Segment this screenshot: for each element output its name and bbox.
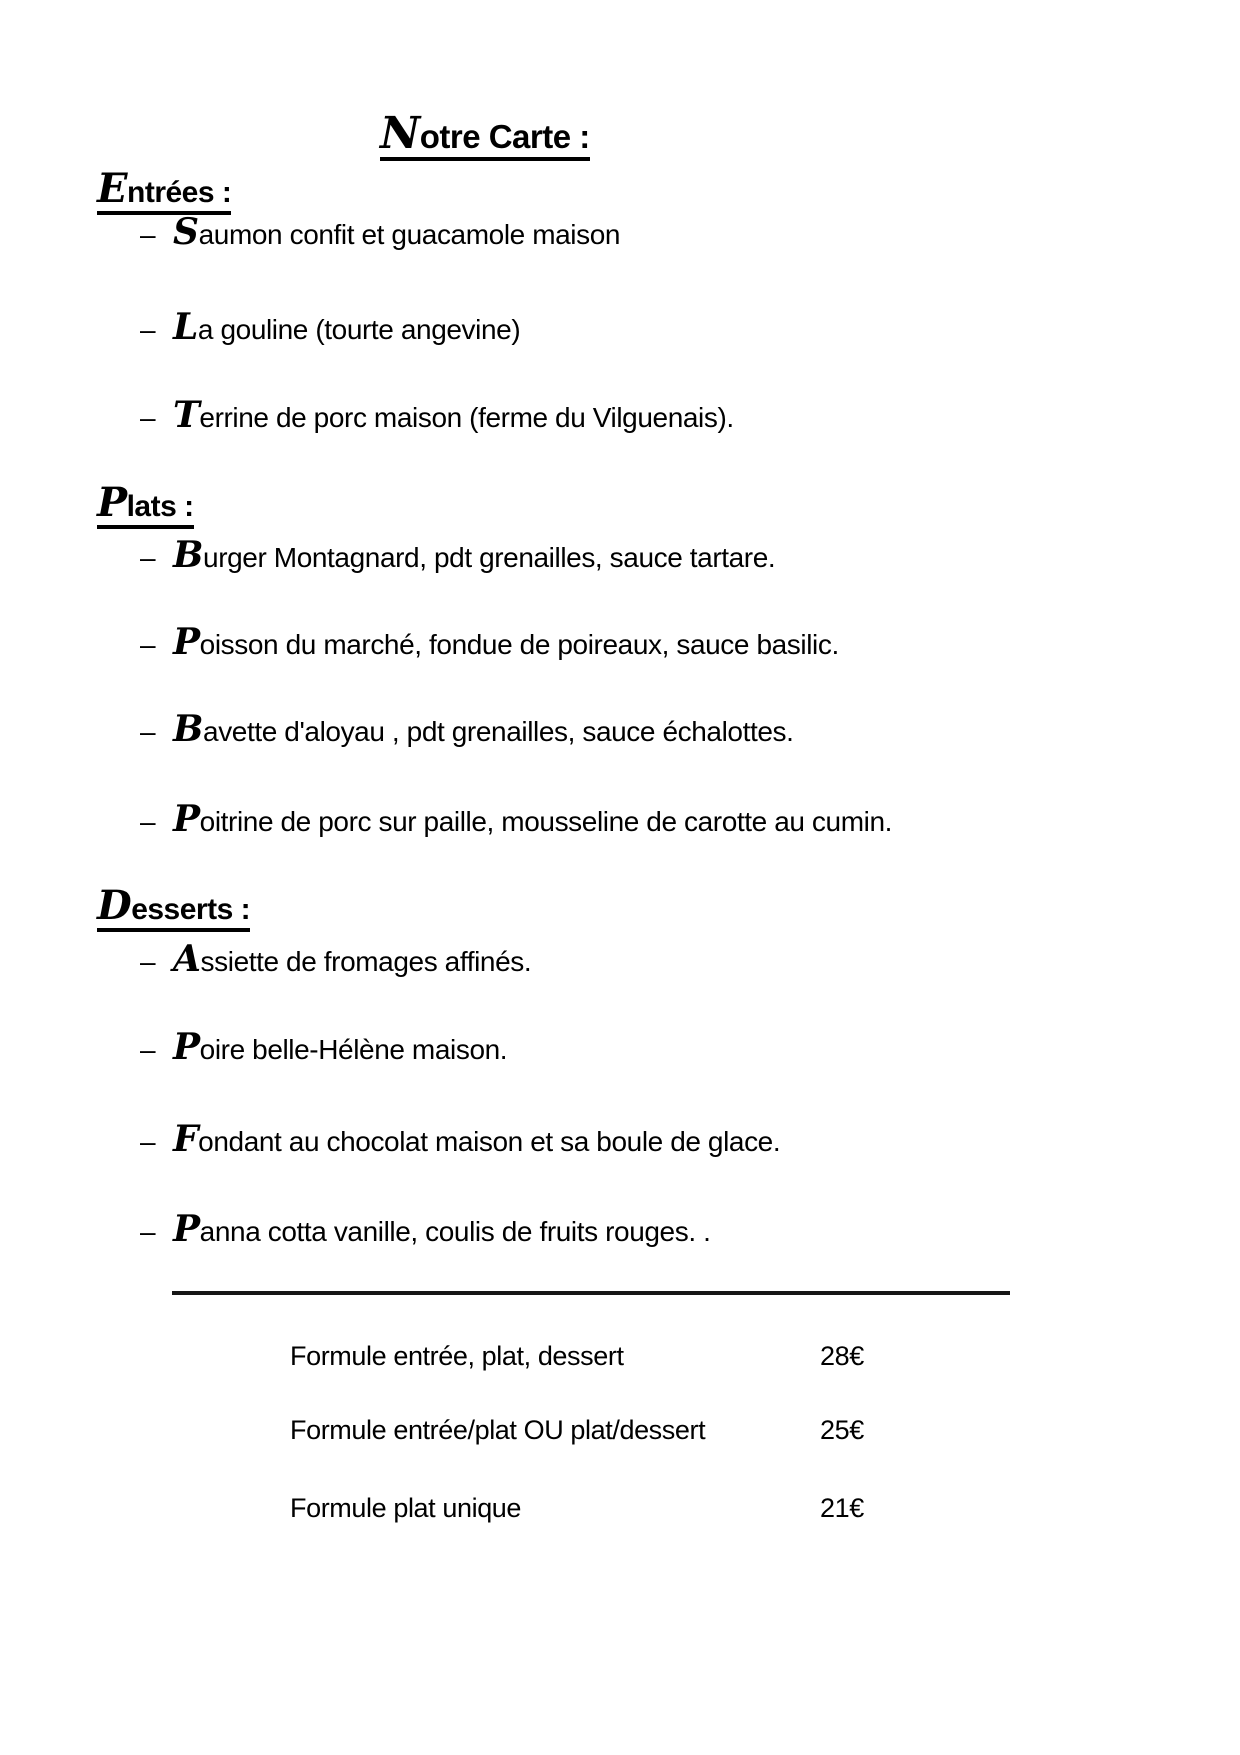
section-heading-desserts bbox=[97, 882, 251, 932]
menu-item-initial: P bbox=[173, 1208, 200, 1250]
menu-item-text bbox=[173, 306, 521, 348]
bullet-dash: – bbox=[140, 629, 156, 660]
bullet-dash: – bbox=[140, 219, 156, 250]
menu-item-rest: oisson du marché, fondue de poireaux, sauce basilic. bbox=[199, 629, 839, 660]
menu-item-rest: errine de porc maison (ferme du Vilguenais). bbox=[199, 402, 734, 433]
menu-item-initial: S bbox=[173, 211, 199, 253]
formula-price: 25€ bbox=[820, 1415, 864, 1445]
title-rest: otre Carte : bbox=[419, 118, 590, 155]
divider-line bbox=[172, 1291, 1010, 1295]
menu-item-text bbox=[173, 1118, 781, 1160]
menu-item-text bbox=[173, 621, 839, 663]
bullet-dash: – bbox=[140, 1034, 156, 1065]
menu-item-initial: B bbox=[173, 534, 204, 576]
bullet-dash: – bbox=[140, 1126, 156, 1157]
menu-item bbox=[140, 938, 532, 980]
menu-item-initial: L bbox=[173, 306, 198, 348]
menu-item-rest: a gouline (tourte angevine) bbox=[197, 314, 521, 345]
menu-item bbox=[140, 534, 776, 576]
bullet-dash: – bbox=[140, 946, 156, 977]
formula-row bbox=[290, 1341, 950, 1372]
section-heading-entrees bbox=[97, 165, 232, 215]
menu-item bbox=[140, 211, 621, 253]
bullet-dash: – bbox=[140, 542, 156, 573]
bullet-dash: – bbox=[140, 314, 156, 345]
formula-row bbox=[290, 1415, 950, 1446]
section-rest: esserts : bbox=[131, 893, 251, 926]
section-rest: ntrées : bbox=[127, 176, 232, 209]
menu-item-rest: oitrine de porc sur paille, mousseline de carotte au cumin. bbox=[199, 806, 892, 837]
menu-item-text bbox=[173, 1208, 711, 1250]
menu-item-rest: ondant au chocolat maison et sa boule de glace. bbox=[198, 1126, 781, 1157]
bullet-dash: – bbox=[140, 402, 156, 433]
menu-item-text bbox=[173, 708, 794, 750]
section-initial: P bbox=[97, 479, 127, 526]
menu-item-rest: urger Montagnard, pdt grenailles, sauce tartare. bbox=[203, 542, 776, 573]
menu-item-rest: oire belle-Hélène maison. bbox=[199, 1034, 508, 1065]
menu-item-text bbox=[173, 938, 532, 980]
menu-item-initial: B bbox=[173, 708, 204, 750]
menu-item-text bbox=[173, 394, 734, 436]
menu-item-initial: P bbox=[173, 798, 200, 840]
section-rest: lats : bbox=[126, 490, 194, 523]
bullet-dash: – bbox=[140, 716, 156, 747]
menu-item-text bbox=[173, 534, 776, 576]
title-initial: N bbox=[380, 108, 420, 159]
formula-label: Formule plat unique bbox=[290, 1493, 522, 1523]
menu-item-rest: ssiette de fromages affinés. bbox=[200, 946, 532, 977]
menu-item bbox=[140, 621, 839, 663]
menu-item bbox=[140, 708, 794, 750]
menu-item bbox=[140, 1118, 781, 1160]
menu-item-text bbox=[173, 798, 892, 840]
section-initial: D bbox=[97, 882, 132, 929]
page-title bbox=[380, 108, 590, 161]
bullet-dash: – bbox=[140, 1216, 156, 1247]
menu-item-initial: F bbox=[173, 1118, 199, 1160]
menu-item-rest: aumon confit et guacamole maison bbox=[198, 219, 621, 250]
formula-price: 21€ bbox=[820, 1493, 864, 1523]
menu-item-rest: anna cotta vanille, coulis de fruits rouges. . bbox=[199, 1216, 711, 1247]
formula-label: Formule entrée, plat, dessert bbox=[290, 1341, 624, 1371]
menu-item bbox=[140, 798, 892, 840]
menu-item-initial: A bbox=[173, 938, 201, 980]
bullet-dash: – bbox=[140, 806, 156, 837]
formula-label: Formule entrée/plat OU plat/dessert bbox=[290, 1415, 706, 1445]
section-initial: E bbox=[97, 165, 127, 212]
formula-row bbox=[290, 1493, 950, 1524]
menu-item-text bbox=[173, 211, 621, 253]
menu-item bbox=[140, 394, 734, 436]
formula-price: 28€ bbox=[820, 1341, 864, 1371]
menu-item bbox=[140, 1208, 711, 1250]
menu-item-initial: P bbox=[173, 621, 200, 663]
menu-item bbox=[140, 306, 521, 348]
menu-item-text bbox=[173, 1026, 508, 1068]
section-heading-plats bbox=[97, 479, 194, 529]
menu-item-initial: T bbox=[173, 394, 200, 436]
menu-item-rest: avette d'aloyau , pdt grenailles, sauce échalottes. bbox=[203, 716, 794, 747]
menu-item-initial: P bbox=[173, 1026, 200, 1068]
menu-item bbox=[140, 1026, 508, 1068]
